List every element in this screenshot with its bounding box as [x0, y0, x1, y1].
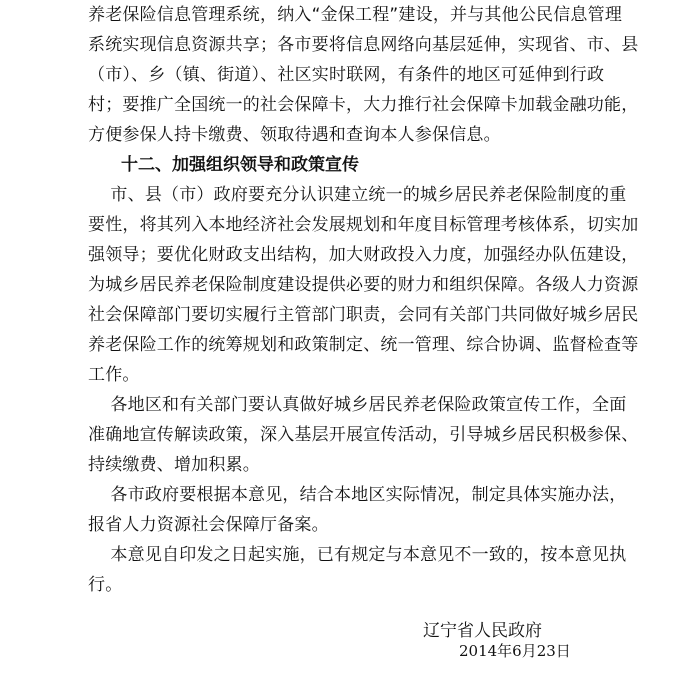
paragraph-1-line-7: 工作。	[88, 365, 140, 385]
signature-organization: 辽宁省人民政府	[423, 621, 542, 641]
paragraph-4-line-2: 行。	[88, 575, 123, 595]
paragraph-2-line-1: 各地区和有关部门要认真做好城乡居民养老保险政策宣传工作，全面	[88, 395, 627, 415]
paragraph-3-line-1: 各市政府要根据本意见，结合本地区实际情况，制定具体实施办法，	[88, 485, 627, 505]
paragraph-1-line-4: 为城乡居民养老保险制度建设提供必要的财力和组织保障。各级人力资源	[88, 275, 639, 295]
paragraph-carryover-line-3: （市）、乡（镇、街道）、社区实时联网，有条件的地区可延伸到行政	[88, 65, 605, 85]
signature-date: 2014年6月23日	[459, 642, 571, 660]
paragraph-1-line-6: 养老保险工作的统筹规划和政策制定、统一管理、综合协调、监督检查等	[88, 335, 639, 355]
paragraph-2-line-2: 准确地宣传解读政策，深入基层开展宣传活动，引导城乡居民积极参保、	[88, 425, 639, 445]
paragraph-3-line-2: 报省人力资源社会保障厅备案。	[88, 515, 329, 535]
paragraph-1-line-2: 要性，将其列入本地经济社会发展规划和年度目标管理考核体系，切实加	[88, 215, 639, 235]
paragraph-2-line-3: 持续缴费、增加积累。	[88, 455, 260, 475]
paragraph-1-line-1: 市、县（市）政府要充分认识建立统一的城乡居民养老保险制度的重	[88, 185, 627, 205]
paragraph-carryover-line-4: 村；要推广全国统一的社会保障卡，大力推行社会保障卡加载金融功能，	[88, 95, 639, 115]
paragraph-1-line-5: 社会保障部门要切实履行主管部门职责，会同有关部门共同做好城乡居民	[88, 305, 639, 325]
paragraph-4-line-1: 本意见自印发之日起实施，已有规定与本意见不一致的，按本意见执	[88, 545, 627, 565]
paragraph-carryover-line-1: 养老保险信息管理系统，纳入“金保工程”建设，并与其他公民信息管理	[88, 5, 623, 25]
paragraph-1-line-3: 强领导；要优化财政支出结构，加大财政投入力度，加强经办队伍建设，	[88, 245, 639, 265]
paragraph-carryover-line-2: 系统实现信息资源共享；各市要将信息网络向基层延伸，实现省、市、县	[88, 35, 639, 55]
section-heading: 十二、加强组织领导和政策宣传	[121, 155, 359, 175]
paragraph-carryover-line-5: 方便参保人持卡缴费、领取待遇和查询本人参保信息。	[88, 125, 501, 145]
